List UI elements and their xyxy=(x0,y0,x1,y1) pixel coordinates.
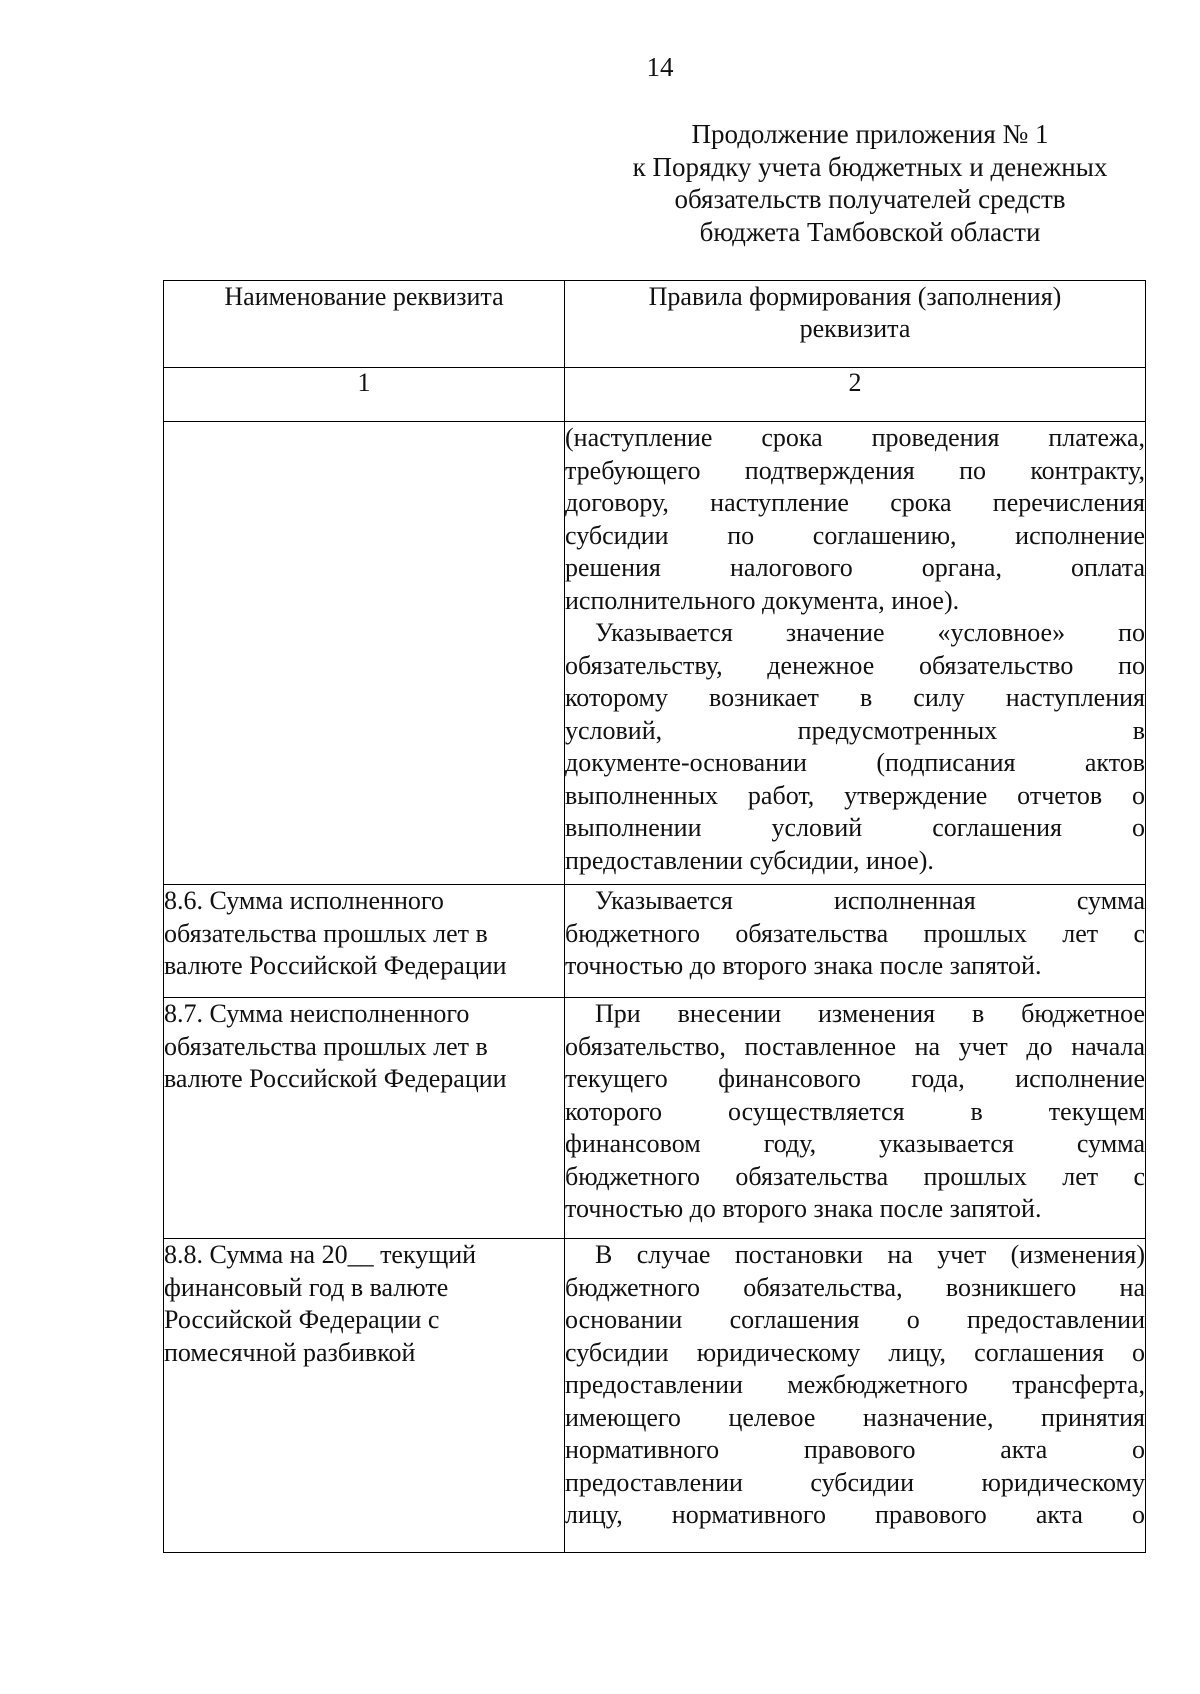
text-line: обязательству, денежное обязательство по xyxy=(565,650,1145,680)
rule-paragraph xyxy=(565,1239,1145,1532)
text-line: Указывается исполненная сумма xyxy=(595,886,1145,915)
requisite-name-cell xyxy=(164,885,565,998)
page-number: 14 xyxy=(646,52,674,82)
col2-number: 2 xyxy=(565,368,1146,422)
text-line: 8.8. Сумма на 20__ текущий xyxy=(164,1240,477,1269)
text-line: (наступление срока проведения платежа, xyxy=(565,423,1145,452)
text-line: валюте Российской Федерации xyxy=(164,951,507,980)
requisite-name-cell xyxy=(164,422,565,885)
header-line: Продолжение приложения № 1 xyxy=(691,119,1049,149)
text-line: текущего финансового года, исполнение xyxy=(565,1064,1145,1093)
text-line: предоставлении межбюджетного трансферта, xyxy=(565,1370,1145,1399)
rule-paragraph xyxy=(565,617,1145,877)
text-line: В случае постановки на учет (изменения) xyxy=(595,1240,1145,1269)
appendix-header xyxy=(610,118,1130,248)
rule-cell xyxy=(565,422,1146,885)
text-line: Российской Федерации с xyxy=(164,1305,440,1334)
rule-paragraph xyxy=(565,422,1145,617)
text-line: решения налогового органа, оплата xyxy=(565,553,1145,582)
table-row xyxy=(164,998,1146,1239)
text-line: которому возникает в силу наступления xyxy=(565,683,1145,712)
text-line: бюджетного обязательства прошлых лет с xyxy=(565,1161,1145,1191)
text-line: имеющего целевое назначение, принятия xyxy=(565,1402,1145,1432)
text-line: обязательства прошлых лет в xyxy=(164,918,488,948)
col2-header-line: реквизита xyxy=(799,314,911,343)
text-line: обязательство, поставленное на учет до начала xyxy=(565,1031,1145,1061)
col1-header: Наименование реквизита xyxy=(164,281,565,368)
column-number-row xyxy=(164,368,1146,422)
text-line: бюджетного обязательства, возникшего на xyxy=(565,1272,1145,1302)
text-line: документе-основании (подписания актов xyxy=(565,748,1145,777)
requisite-name-cell xyxy=(164,998,565,1239)
text-line: При внесении изменения в бюджетное xyxy=(595,999,1145,1028)
text-line: выполненных работ, утверждение отчетов о xyxy=(565,780,1145,810)
col2-header xyxy=(565,281,1146,368)
requisite-name-cell xyxy=(164,1239,565,1553)
text-line: требующего подтверждения по контракту, xyxy=(565,455,1145,485)
header-line: к Порядку учета бюджетных и денежных xyxy=(632,151,1108,182)
text-line: 8.6. Сумма исполненного xyxy=(164,886,444,915)
rule-cell xyxy=(565,998,1146,1239)
text-line: исполнительного документа, иное). xyxy=(565,585,960,615)
requisites-table xyxy=(163,280,1146,1553)
text-line: субсидии юридическому лицу, соглашения о xyxy=(565,1337,1145,1367)
text-line: финансовом году, указывается сумма xyxy=(565,1129,1145,1158)
text-line: валюте Российской Федерации xyxy=(164,1064,507,1093)
text-line: 8.7. Сумма неисполненного xyxy=(164,999,470,1028)
text-line: помесячной разбивкой xyxy=(164,1337,416,1367)
table-row xyxy=(164,1239,1146,1553)
text-line: основании соглашения о предоставлении xyxy=(565,1305,1145,1334)
header-line: обязательств получателей средств xyxy=(674,184,1066,214)
rule-cell xyxy=(565,885,1146,998)
rule-cell xyxy=(565,1239,1146,1553)
text-line: финансовый год в валюте xyxy=(164,1272,449,1302)
table-header-row xyxy=(164,281,1146,368)
text-line: которого осуществляется в текущем xyxy=(565,1096,1145,1126)
col1-number: 1 xyxy=(164,368,565,422)
text-line: условий, предусмотренных в xyxy=(565,715,1145,745)
rule-paragraph xyxy=(565,885,1145,983)
text-line: предоставлении субсидии юридическому xyxy=(565,1467,1145,1497)
text-line: точностью до второго знака после запятой. xyxy=(565,951,1042,980)
rule-paragraph xyxy=(565,998,1145,1226)
text-line: бюджетного обязательства прошлых лет с xyxy=(565,918,1145,948)
text-line: договору, наступление срока перечисления xyxy=(565,488,1145,517)
text-line: точностью до второго знака после запятой. xyxy=(565,1194,1042,1223)
header-line: бюджета Тамбовской области xyxy=(699,216,1041,247)
text-line: обязательства прошлых лет в xyxy=(164,1031,488,1061)
text-line: лицу, нормативного правового акта о xyxy=(565,1500,1145,1529)
text-line: предоставлении субсидии, иное). xyxy=(565,845,934,875)
text-line: нормативного правового акта о xyxy=(565,1435,1145,1464)
text-line: субсидии по соглашению, исполнение xyxy=(565,520,1145,550)
table-row xyxy=(164,422,1146,885)
table-row xyxy=(164,885,1146,998)
text-line: Указывается значение «условное» по xyxy=(595,618,1145,647)
col2-header-line: Правила формирования (заполнения) xyxy=(648,282,1062,311)
text-line: выполнении условий соглашения о xyxy=(565,813,1145,842)
